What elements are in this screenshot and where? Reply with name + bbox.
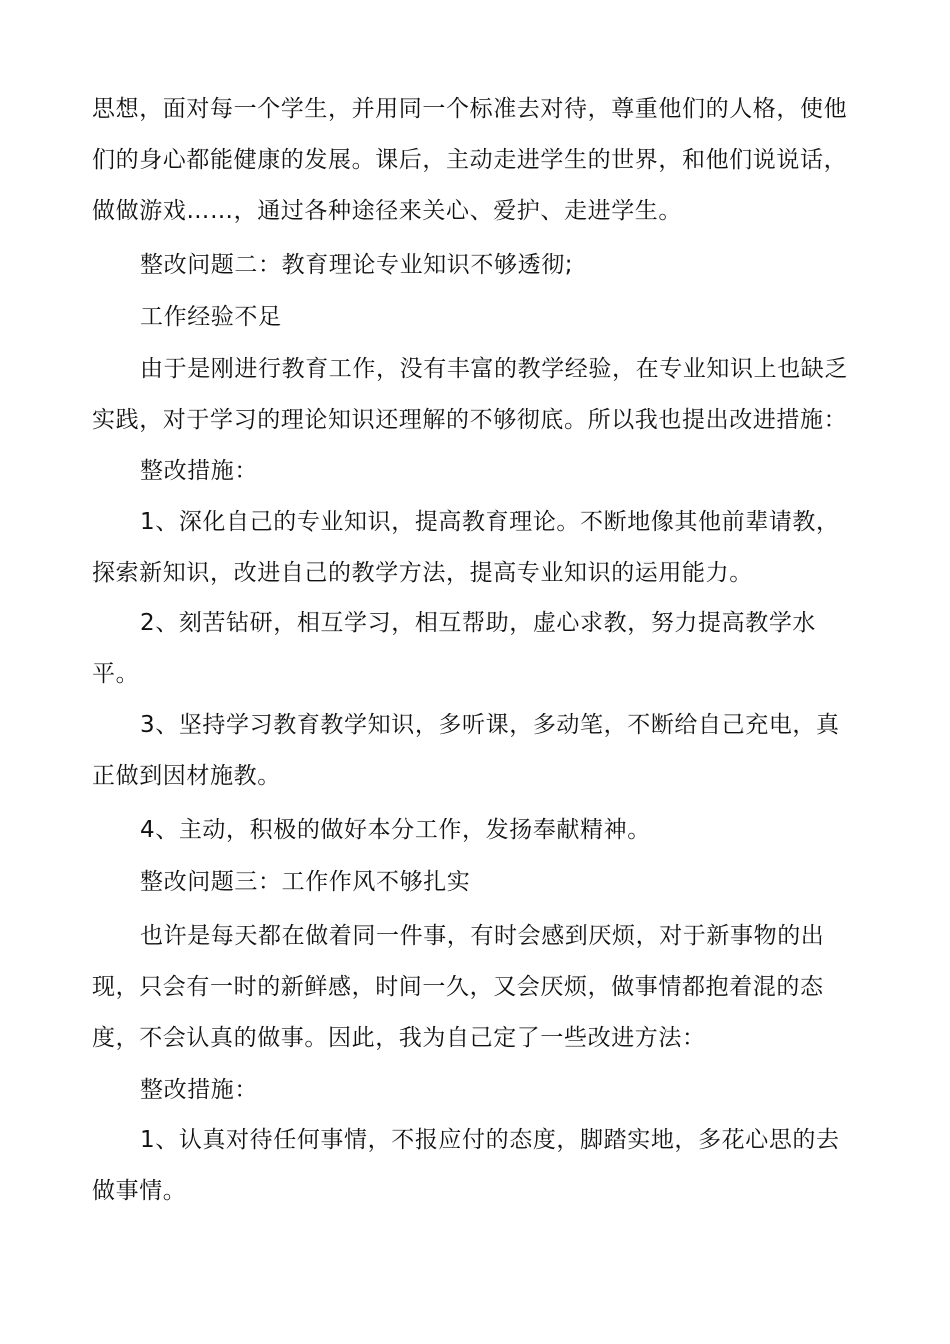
paragraph-issue-two-body: 由于是刚进行教育工作，没有丰富的教学经验，在专业知识上也缺乏实践，对于学习的理论知识还理解的不够彻底。所以我也提出改进措施： [92,356,848,433]
list-item-measure-3: 3、坚持学习教育教学知识，多听课，多动笔，不断给自己充电，真正做到因材施教。 [92,712,840,789]
list-item-measure-4: 4、主动，积极的做好本分工作，发扬奉献精神。 [140,817,651,843]
heading-issue-two: 整改问题二：教育理论专业知识不够透彻; [140,252,574,278]
heading-measures-1: 整改措施： [140,458,258,484]
heading-issue-three: 整改问题三：工作作风不够扎实 [140,869,471,895]
list-item-measure-1: 1、深化自己的专业知识，提高教育理论。不断地像其他前辈请教，探索新知识，改进自己的教学方法，提高专业知识的运用能力。 [92,509,840,586]
heading-measures-2: 整改措施： [140,1077,258,1103]
list-item-measure-5: 1、认真对待任何事情，不报应付的态度，脚踏实地，多花心思的去做事情。 [92,1127,840,1204]
paragraph-continuation: 思想，面对每一个学生，并用同一个标准去对待，尊重他们的人格，使他们的身心都能健康的发展。课后，主动走进学生的世界，和他们说说话，做做游戏……，通过各种途径来关心、爱护、走进学生。 [92,96,848,224]
paragraph-issue-three-body: 也许是每天都在做着同一件事，有时会感到厌烦，对于新事物的出现，只会有一时的新鲜感，时间一久，又会厌烦，做事情都抱着混的态度，不会认真的做事。因此，我为自己定了一些改进方法： [92,923,825,1051]
heading-issue-two-cont: 工作经验不足 [140,304,282,330]
list-item-measure-2: 2、刻苦钻研，相互学习，相互帮助，虚心求教，努力提高教学水平。 [92,610,817,687]
